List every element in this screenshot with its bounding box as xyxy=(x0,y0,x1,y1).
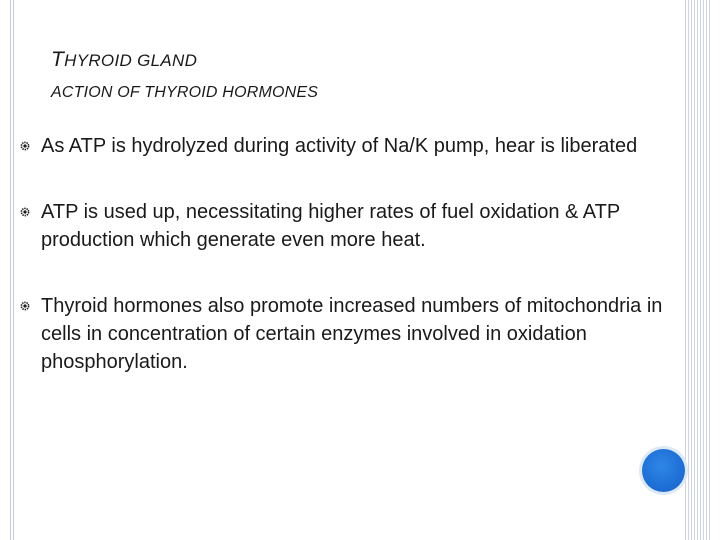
left-border-line xyxy=(10,0,11,540)
gear-bullet-icon xyxy=(20,207,30,217)
bullet-list xyxy=(20,132,680,376)
title-rest: HYROID GLAND xyxy=(64,51,198,70)
bullet-text: Thyroid hormones also promote increased numbers of mitochondria in cells in concentration of certain enzymes involved in oxidation phosphorylation. xyxy=(41,295,663,373)
gear-bullet-icon xyxy=(20,301,30,311)
gear-bullet-icon xyxy=(20,141,30,151)
bullet-item xyxy=(20,132,680,160)
decorative-circle xyxy=(642,449,685,492)
left-border-line xyxy=(13,0,14,540)
bullet-text: ATP is used up, necessitating higher rates of fuel oxidation & ATP production which generate even more heat. xyxy=(41,201,620,251)
bullet-text: As ATP is hydrolyzed during activity of Na/K pump, hear is liberated xyxy=(41,135,638,157)
right-striped-band xyxy=(683,0,711,540)
slide-title xyxy=(51,48,197,72)
bullet-item xyxy=(20,292,680,376)
right-band-edge xyxy=(711,0,720,540)
title-first-letter: T xyxy=(51,48,65,71)
bullet-item xyxy=(20,198,680,254)
slide-subtitle: ACTION OF THYROID HORMONES xyxy=(51,84,319,101)
